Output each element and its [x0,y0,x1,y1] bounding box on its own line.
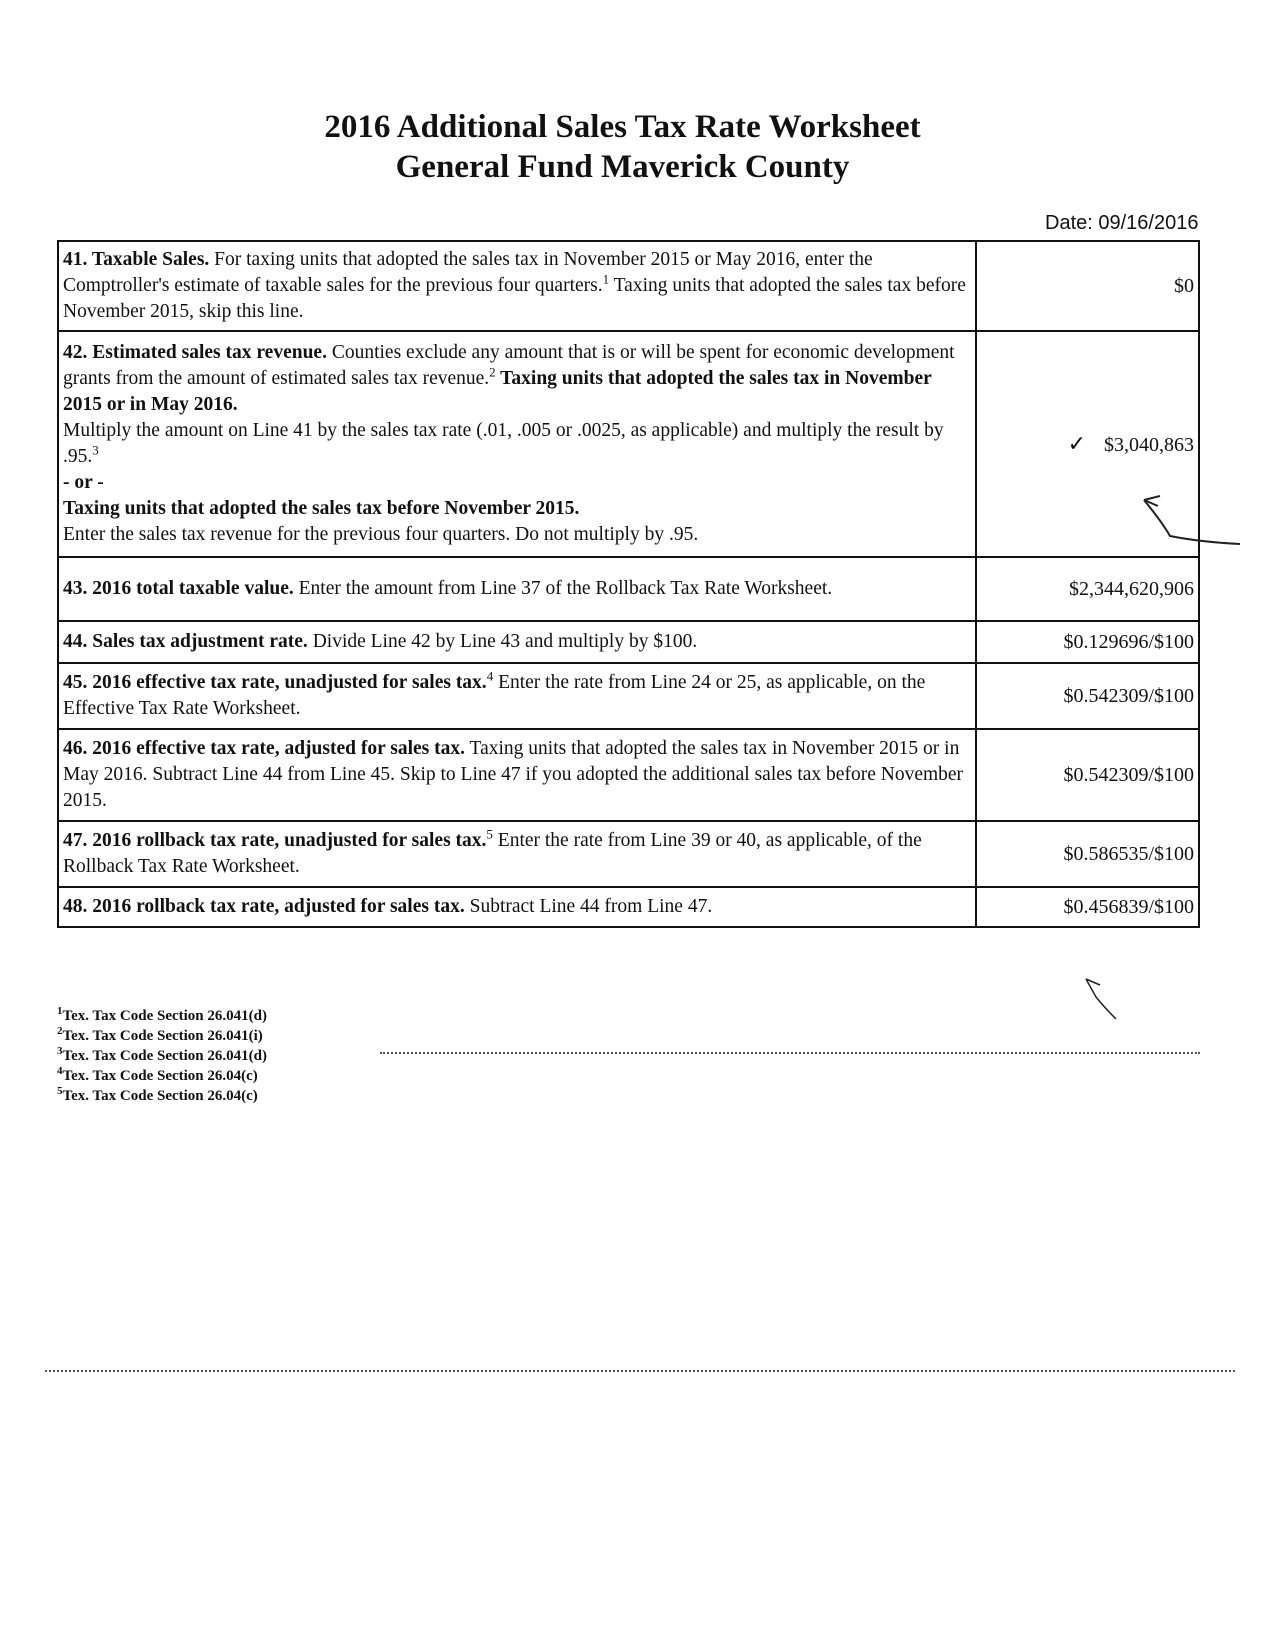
line-44-description [58,621,976,663]
line-46-text: Taxing units that adopted the sales tax in November 2015 or in May 2016. Subtract Line 44 from Line 45. Skip to Line 47 if you adopted the additional sales tax before November 2015. [63,738,964,811]
checkmark-icon: ✓ [1067,430,1086,456]
footnote-ref: 1 [602,271,610,287]
pen-mark-icon [1140,492,1250,562]
line-46-label: 46. 2016 effective tax rate, adjusted for sales tax. [63,738,465,759]
pen-mark-icon [1080,975,1130,1035]
line-46-description [58,729,976,821]
line-42-bold-2: Taxing units that adopted the sales tax in November 2015 or in May 2016. [63,368,932,415]
line-47-label: 47. 2016 rollback tax rate, unadjusted for sales tax. [63,830,487,851]
footnote-number: 5 [57,1085,63,1097]
line-44-text: Divide Line 42 by Line 43 and multiply by $100. [307,631,698,652]
table-row [58,821,1199,887]
line-42-text-2: Multiply the amount on Line 41 by the sales tax rate (.01, .005 or .0025, as applicable) and multiply the result by .95. [63,420,944,467]
footnote [57,1066,267,1086]
worksheet-date: Date: 09/16/2016 [1045,212,1199,234]
line-48-label: 48. 2016 rollback tax rate, adjusted for sales tax. [63,896,465,917]
table-row [58,663,1199,729]
line-43-description [58,557,976,621]
line-47-value: $0.586535/$100 [976,821,1199,887]
line-42-value: $3,040,863 [1104,433,1194,456]
footnote-ref: 5 [486,826,493,842]
line-45-text: Enter the rate from Line 24 or 25, as applicable, on the Effective Tax Rate Worksheet. [63,672,926,719]
line-44-value: $0.129696/$100 [976,621,1199,663]
line-45-value: $0.542309/$100 [976,663,1199,729]
footnote [57,1026,267,1046]
line-42-text-3: Enter the sales tax revenue for the previous four quarters. Do not multiply by .95. [63,524,699,545]
line-43-value: $2,344,620,906 [976,557,1199,621]
line-41-text-2: Taxing units that adopted the sales tax before November 2015, skip this line. [63,275,966,322]
line-42-description [58,331,976,557]
table-row [58,729,1199,821]
footnote-number: 4 [57,1065,63,1077]
worksheet-table [57,240,1200,928]
line-45-description [58,663,976,729]
line-43-label: 43. 2016 total taxable value. [63,578,294,599]
line-41-label: 41. Taxable Sales. [63,249,210,270]
line-44-label: 44. Sales tax adjustment rate. [63,631,308,652]
footnote [57,1006,267,1026]
line-42-bold-3: Taxing units that adopted the sales tax before November 2015. [63,498,580,519]
line-41-value: $0 [976,241,1199,331]
table-row [58,557,1199,621]
table-row [58,887,1199,927]
footnote-number: 1 [57,1005,63,1017]
line-48-text: Subtract Line 44 from Line 47. [464,896,713,917]
page-title: 2016 Additional Sales Tax Rate Worksheet [324,109,921,145]
line-41-text: For taxing units that adopted the sales tax in November 2015 or May 2016, enter the Comptroller's estimate of taxable sales for the previous four quarters. [63,249,873,296]
footnote-ref: 4 [486,668,494,684]
table-row [58,621,1199,663]
footnote [57,1086,267,1106]
footnote-text: Tex. Tax Code Section 26.04(c) [62,1088,258,1104]
footnote-text: Tex. Tax Code Section 26.041(i) [62,1028,263,1044]
table-row [58,241,1199,331]
line-42-or: - or - [63,472,104,493]
footnote-number: 2 [57,1025,63,1037]
line-47-description [58,821,976,887]
line-42-text: Counties exclude any amount that is or will be spent for economic development grants from the amount of estimated sales tax revenue. [63,342,955,389]
footnote-number: 3 [57,1045,63,1057]
page-subtitle: General Fund Maverick County [395,149,850,185]
line-42-label: 42. Estimated sales tax revenue. [63,342,327,363]
footnote [57,1046,267,1066]
table-row [58,331,1199,557]
footnote-text: Tex. Tax Code Section 26.041(d) [62,1048,267,1064]
footnote-ref: 2 [489,364,496,380]
line-43-text: Enter the amount from Line 37 of the Rollback Tax Rate Worksheet. [293,578,833,599]
footnote-text: Tex. Tax Code Section 26.04(c) [62,1068,258,1084]
line-41-description [58,241,976,331]
footnote-ref: 3 [92,442,99,458]
footnotes [57,1006,267,1106]
line-48-description [58,887,976,927]
footnote-text: Tex. Tax Code Section 26.041(d) [62,1008,267,1024]
line-46-value: $0.542309/$100 [976,729,1199,821]
line-45-label: 45. 2016 effective tax rate, unadjusted for sales tax. [63,672,487,693]
scan-artifact-line [45,1370,1235,1372]
scan-artifact-line [380,1052,1200,1054]
line-48-value: $0.456839/$100 [976,887,1199,927]
line-47-text: Enter the rate from Line 39 or 40, as applicable, of the Rollback Tax Rate Worksheet. [63,830,922,877]
